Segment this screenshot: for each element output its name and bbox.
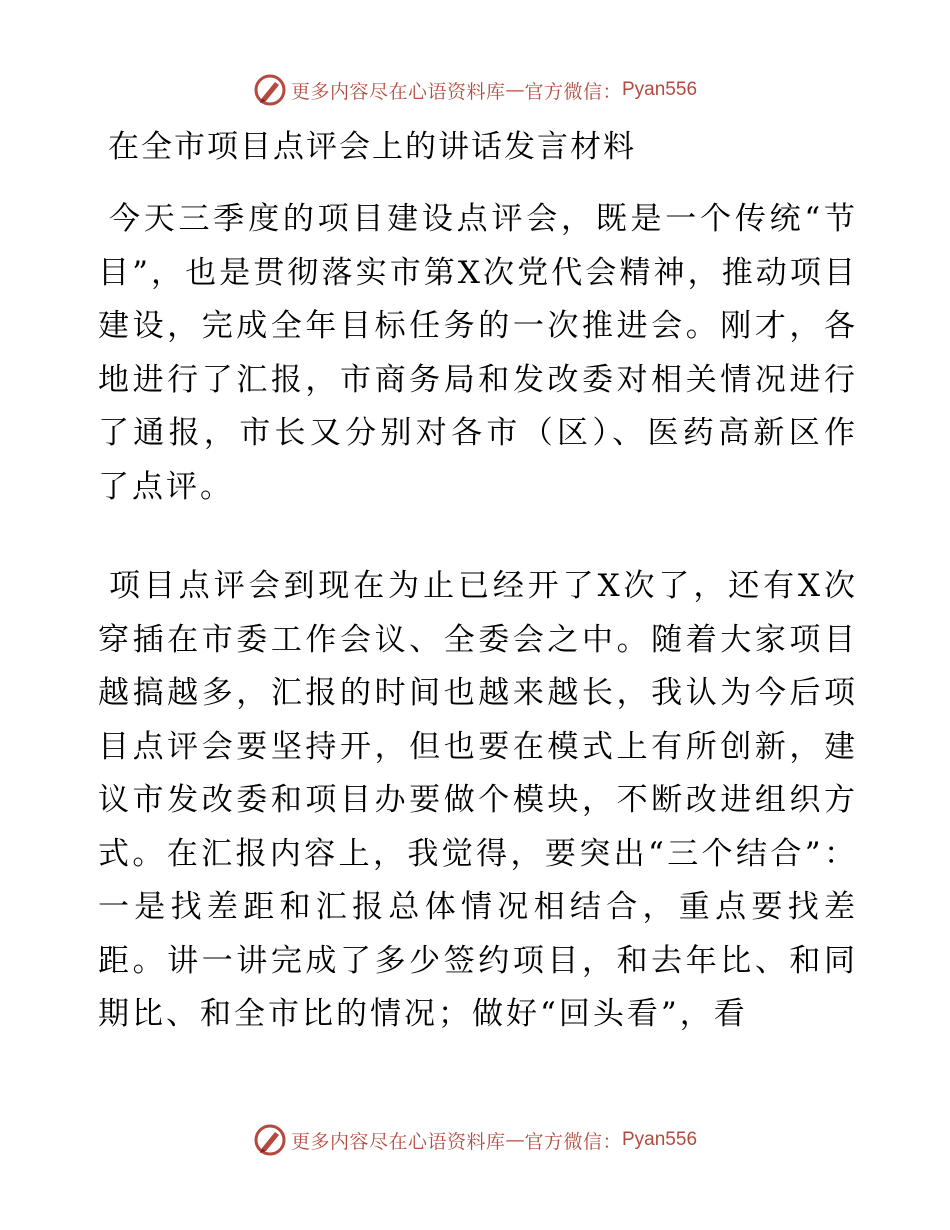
pen-logo-icon (253, 73, 287, 107)
watermark-label: 官方微信： (524, 1130, 622, 1153)
watermark-wechat-id: Pyan556 (622, 1129, 698, 1150)
watermark-text: 更多内容尽在心语资料库 (290, 80, 506, 103)
watermark-wechat-id: Pyan556 (622, 79, 698, 100)
watermark-label: 官方微信： (524, 80, 622, 103)
footer-watermark (0, 1120, 950, 1160)
body-paragraph-2: 项目点评会到现在为止已经开了X次了，还有X次穿插在市委工作会议、全委会之中。随着大家项目越搞越多，汇报的时间也越来越长，我认为今后项目点评会要坚持开，但也要在模式上有所创新，建议市发改委和项目办要做个模块，不断改进组织方式。在汇报内容上，我觉得，要突出“三个结合”：一是找差距和汇报总体情况相结合，重点要找差距。讲一讲完成了多少签约项目，和去年比、和同期比、和全市比的情况；做好“回头看”，看 (98, 568, 858, 1032)
watermark-text: 更多内容尽在心语资料库 (290, 1130, 506, 1153)
body-paragraph-1: 今天三季度的项目建设点评会，既是一个传统“节目”，也是贯彻落实市第X次党代会精神，推动项目建设，完成全年目标任务的一次推进会。刚才，各地进行了汇报，市商务局和发改委对相关情况进行了通报，市长又分别对各市（区）、医药高新区作了点评。 (98, 201, 858, 505)
pen-logo-icon (253, 1123, 287, 1157)
header-watermark (0, 70, 950, 110)
watermark-separator: — (505, 1129, 525, 1151)
document-title: 在全市项目点评会上的讲话发言材料 (108, 129, 636, 165)
watermark-separator: — (505, 79, 525, 101)
